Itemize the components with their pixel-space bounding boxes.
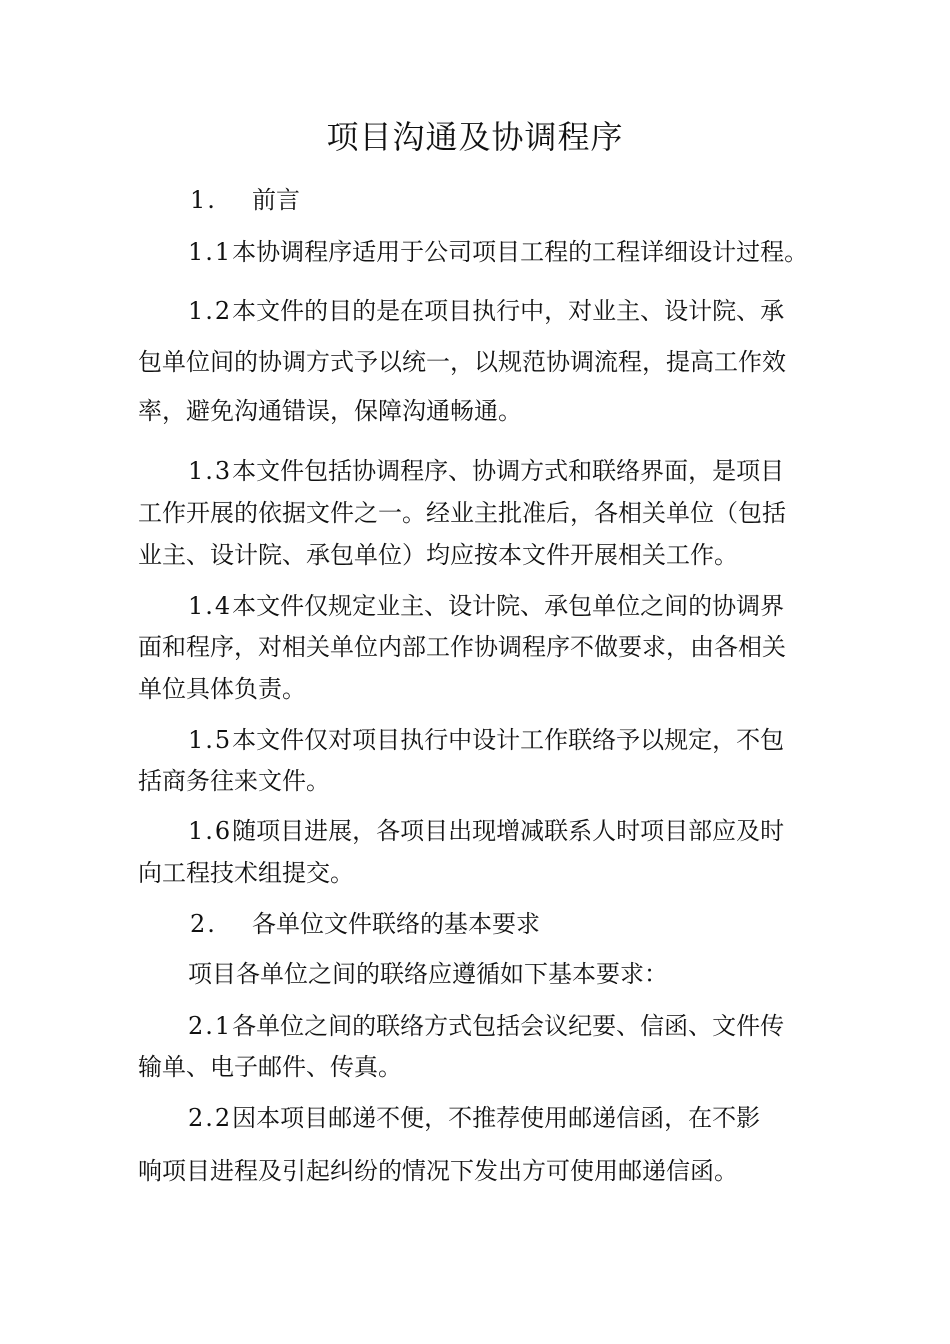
paragraph-text: 因本项目邮递不便，不推荐使用邮递信函，在不影 (232, 1104, 761, 1132)
paragraph-text: 本文件的目的是在项目执行中，对业主、设计院、承 (232, 297, 785, 325)
paragraph-number: 1.5 (188, 726, 233, 754)
paragraph-1-2-line-1 (188, 291, 784, 331)
paragraph-1-2-line-2: 包单位间的协调方式予以统一，以规范协调流程，提高工作效 (138, 348, 786, 376)
paragraph-text: 本文件仅对项目执行中设计工作联络予以规定，不包 (232, 726, 785, 754)
paragraph-1-6-line-2: 向工程技术组提交。 (138, 859, 354, 887)
paragraph-1-4-line-2: 面和程序，对相关单位内部工作协调程序不做要求，由各相关 (138, 633, 786, 661)
paragraph-2-2-line-1 (188, 1098, 760, 1138)
section-number: 1. (190, 186, 217, 214)
paragraph-1-5-line-1 (188, 720, 784, 760)
paragraph-number: 1.3 (188, 457, 233, 485)
paragraph-2-1-line-2: 输单、电子邮件、传真。 (138, 1053, 402, 1081)
paragraph-1-3-line-3: 业主、设计院、承包单位）均应按本文件开展相关工作。 (138, 541, 738, 569)
paragraph-number: 1.2 (188, 297, 233, 325)
paragraph-1-4-line-3: 单位具体负责。 (138, 675, 306, 703)
paragraph-text: 本文件仅规定业主、设计院、承包单位之间的协调界 (232, 592, 785, 620)
paragraph-number: 1.1 (188, 238, 233, 266)
section-number: 2. (190, 910, 217, 938)
paragraph-number: 1.6 (188, 817, 233, 845)
paragraph-number: 2.2 (188, 1104, 233, 1132)
section-1-number (190, 180, 217, 220)
paragraph-1-6-line-1 (188, 811, 784, 851)
paragraph-2-1-line-1 (188, 1006, 784, 1046)
paragraph-1-5-line-2: 括商务往来文件。 (138, 767, 330, 795)
paragraph-text: 本文件包括协调程序、协调方式和联络界面，是项目 (232, 457, 785, 485)
paragraph-1-2-line-3: 率，避免沟通错误，保障沟通畅通。 (138, 397, 522, 425)
paragraph-text: 各单位之间的联络方式包括会议纪要、信函、文件传 (232, 1012, 785, 1040)
paragraph-text: 本协调程序适用于公司项目工程的工程详细设计过程。 (232, 238, 809, 266)
paragraph-number: 2.1 (188, 1012, 233, 1040)
section-2-number (190, 904, 217, 944)
paragraph-2-2-line-2: 响项目进程及引起纠纷的情况下发出方可使用邮递信函。 (138, 1157, 738, 1185)
section-2-intro: 项目各单位之间的联络应遵循如下基本要求： (188, 960, 668, 988)
paragraph-text: 随项目进展，各项目出现增减联系人时项目部应及时 (232, 817, 785, 845)
paragraph-number: 1.4 (188, 592, 233, 620)
paragraph-1-3-line-1 (188, 451, 784, 491)
paragraph-1-4-line-1 (188, 586, 784, 626)
paragraph-1-1-line-1 (188, 232, 808, 272)
paragraph-1-3-line-2: 工作开展的依据文件之一。经业主批准后，各相关单位（包括 (138, 499, 786, 527)
section-1-heading: 前言 (252, 186, 300, 214)
document-title: 项目沟通及协调程序 (326, 118, 624, 156)
section-2-heading: 各单位文件联络的基本要求 (252, 910, 540, 938)
